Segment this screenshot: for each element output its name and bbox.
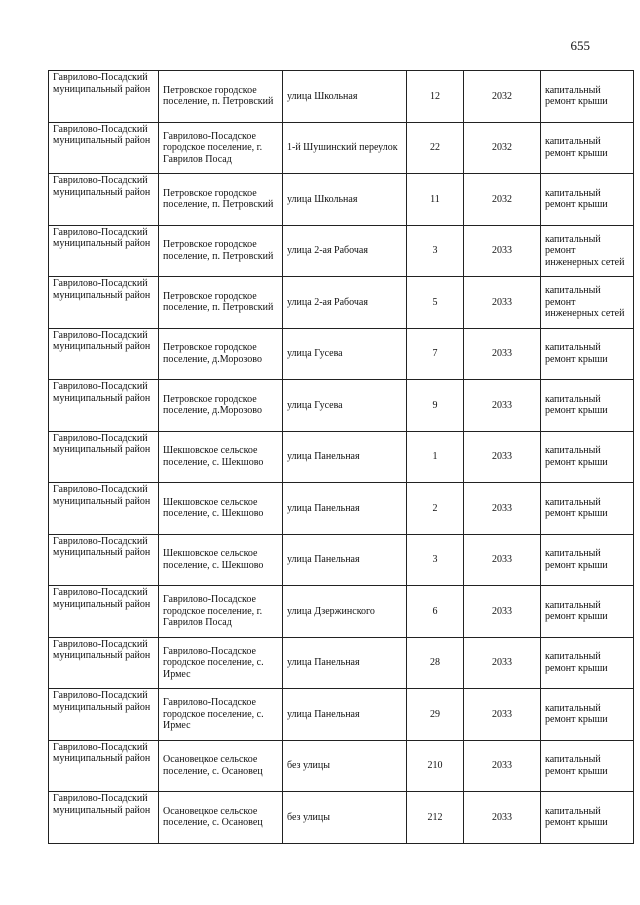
year-cell: 2033 xyxy=(464,740,541,792)
year-cell: 2033 xyxy=(464,534,541,586)
house-number-cell: 210 xyxy=(407,740,464,792)
settlement-cell: Осановецкое сельское поселение, с. Осановец xyxy=(159,740,283,792)
district-cell: Гаврилово-Посадский муниципальный район xyxy=(49,637,159,689)
work-type-cell: капитальный ремонт крыши xyxy=(541,122,634,174)
street-cell: улица Школьная xyxy=(283,174,407,226)
work-type-cell: капитальный ремонт инженерных сетей xyxy=(541,277,634,329)
work-type-cell: капитальный ремонт крыши xyxy=(541,328,634,380)
year-cell: 2033 xyxy=(464,637,541,689)
settlement-cell: Гаврилово-Посадское городское поселение, с. Ирмес xyxy=(159,689,283,741)
street-cell: 1-й Шушинский переулок xyxy=(283,122,407,174)
street-cell: улица Панельная xyxy=(283,431,407,483)
work-type-cell: капитальный ремонт крыши xyxy=(541,380,634,432)
house-number-cell: 6 xyxy=(407,586,464,638)
street-cell: без улицы xyxy=(283,792,407,844)
settlement-cell: Петровское городское поселение, д.Морозово xyxy=(159,380,283,432)
page-number: 655 xyxy=(570,38,590,53)
settlement-cell: Шекшовское сельское поселение, с. Шекшово xyxy=(159,483,283,535)
table-row xyxy=(49,225,634,277)
year-cell: 2033 xyxy=(464,431,541,483)
house-number-cell: 1 xyxy=(407,431,464,483)
table-row xyxy=(49,586,634,638)
settlement-cell: Гаврилово-Посадское городское поселение, г. Гаврилов Посад xyxy=(159,122,283,174)
district-cell: Гаврилово-Посадский муниципальный район xyxy=(49,328,159,380)
district-cell: Гаврилово-Посадский муниципальный район xyxy=(49,380,159,432)
settlement-cell: Осановецкое сельское поселение, с. Осановец xyxy=(159,792,283,844)
work-type-cell: капитальный ремонт крыши xyxy=(541,534,634,586)
house-number-cell: 2 xyxy=(407,483,464,535)
district-cell: Гаврилово-Посадский муниципальный район xyxy=(49,483,159,535)
year-cell: 2033 xyxy=(464,792,541,844)
settlement-cell: Гаврилово-Посадское городское поселение, с. Ирмес xyxy=(159,637,283,689)
house-number-cell: 9 xyxy=(407,380,464,432)
work-type-cell: капитальный ремонт крыши xyxy=(541,483,634,535)
work-type-cell: капитальный ремонт инженерных сетей xyxy=(541,225,634,277)
house-number-cell: 3 xyxy=(407,534,464,586)
street-cell: улица Панельная xyxy=(283,637,407,689)
table-row xyxy=(49,277,634,329)
year-cell: 2032 xyxy=(464,174,541,226)
street-cell: улица Гусева xyxy=(283,328,407,380)
year-cell: 2033 xyxy=(464,328,541,380)
district-cell: Гаврилово-Посадский муниципальный район xyxy=(49,225,159,277)
street-cell: улица Школьная xyxy=(283,71,407,123)
table-row xyxy=(49,740,634,792)
settlement-cell: Петровское городское поселение, п. Петровский xyxy=(159,71,283,123)
settlement-cell: Петровское городское поселение, п. Петровский xyxy=(159,277,283,329)
table-row xyxy=(49,431,634,483)
table-row xyxy=(49,380,634,432)
table-row xyxy=(49,328,634,380)
year-cell: 2033 xyxy=(464,483,541,535)
year-cell: 2033 xyxy=(464,380,541,432)
district-cell: Гаврилово-Посадский муниципальный район xyxy=(49,689,159,741)
table-row xyxy=(49,483,634,535)
district-cell: Гаврилово-Посадский муниципальный район xyxy=(49,277,159,329)
settlement-cell: Петровское городское поселение, п. Петровский xyxy=(159,174,283,226)
street-cell: улица Гусева xyxy=(283,380,407,432)
settlement-cell: Гаврилово-Посадское городское поселение, г. Гаврилов Посад xyxy=(159,586,283,638)
house-number-cell: 28 xyxy=(407,637,464,689)
district-cell: Гаврилово-Посадский муниципальный район xyxy=(49,792,159,844)
street-cell: улица Панельная xyxy=(283,483,407,535)
street-cell: улица Панельная xyxy=(283,689,407,741)
street-cell: без улицы xyxy=(283,740,407,792)
year-cell: 2032 xyxy=(464,71,541,123)
district-cell: Гаврилово-Посадский муниципальный район xyxy=(49,71,159,123)
house-number-cell: 11 xyxy=(407,174,464,226)
year-cell: 2032 xyxy=(464,122,541,174)
district-cell: Гаврилово-Посадский муниципальный район xyxy=(49,740,159,792)
work-type-cell: капитальный ремонт крыши xyxy=(541,71,634,123)
house-number-cell: 29 xyxy=(407,689,464,741)
year-cell: 2033 xyxy=(464,689,541,741)
table-row xyxy=(49,122,634,174)
house-number-cell: 7 xyxy=(407,328,464,380)
work-type-cell: капитальный ремонт крыши xyxy=(541,174,634,226)
settlement-cell: Петровское городское поселение, п. Петровский xyxy=(159,225,283,277)
work-type-cell: капитальный ремонт крыши xyxy=(541,792,634,844)
year-cell: 2033 xyxy=(464,225,541,277)
house-number-cell: 12 xyxy=(407,71,464,123)
house-number-cell: 22 xyxy=(407,122,464,174)
settlement-cell: Шекшовское сельское поселение, с. Шекшово xyxy=(159,534,283,586)
district-cell: Гаврилово-Посадский муниципальный район xyxy=(49,122,159,174)
street-cell: улица 2-ая Рабочая xyxy=(283,277,407,329)
work-type-cell: капитальный ремонт крыши xyxy=(541,689,634,741)
year-cell: 2033 xyxy=(464,277,541,329)
street-cell: улица Дзержинского xyxy=(283,586,407,638)
year-cell: 2033 xyxy=(464,586,541,638)
table-row xyxy=(49,174,634,226)
settlement-cell: Петровское городское поселение, д.Морозово xyxy=(159,328,283,380)
work-type-cell: капитальный ремонт крыши xyxy=(541,431,634,483)
table-row xyxy=(49,534,634,586)
table-row xyxy=(49,792,634,844)
district-cell: Гаврилово-Посадский муниципальный район xyxy=(49,586,159,638)
district-cell: Гаврилово-Посадский муниципальный район xyxy=(49,431,159,483)
table-row xyxy=(49,637,634,689)
house-number-cell: 212 xyxy=(407,792,464,844)
work-type-cell: капитальный ремонт крыши xyxy=(541,740,634,792)
street-cell: улица Панельная xyxy=(283,534,407,586)
work-type-cell: капитальный ремонт крыши xyxy=(541,637,634,689)
house-number-cell: 5 xyxy=(407,277,464,329)
table-row xyxy=(49,71,634,123)
table-row xyxy=(49,689,634,741)
work-type-cell: капитальный ремонт крыши xyxy=(541,586,634,638)
settlement-cell: Шекшовское сельское поселение, с. Шекшово xyxy=(159,431,283,483)
street-cell: улица 2-ая Рабочая xyxy=(283,225,407,277)
table-body xyxy=(49,71,634,844)
district-cell: Гаврилово-Посадский муниципальный район xyxy=(49,534,159,586)
repair-schedule-table xyxy=(48,70,634,844)
district-cell: Гаврилово-Посадский муниципальный район xyxy=(49,174,159,226)
house-number-cell: 3 xyxy=(407,225,464,277)
